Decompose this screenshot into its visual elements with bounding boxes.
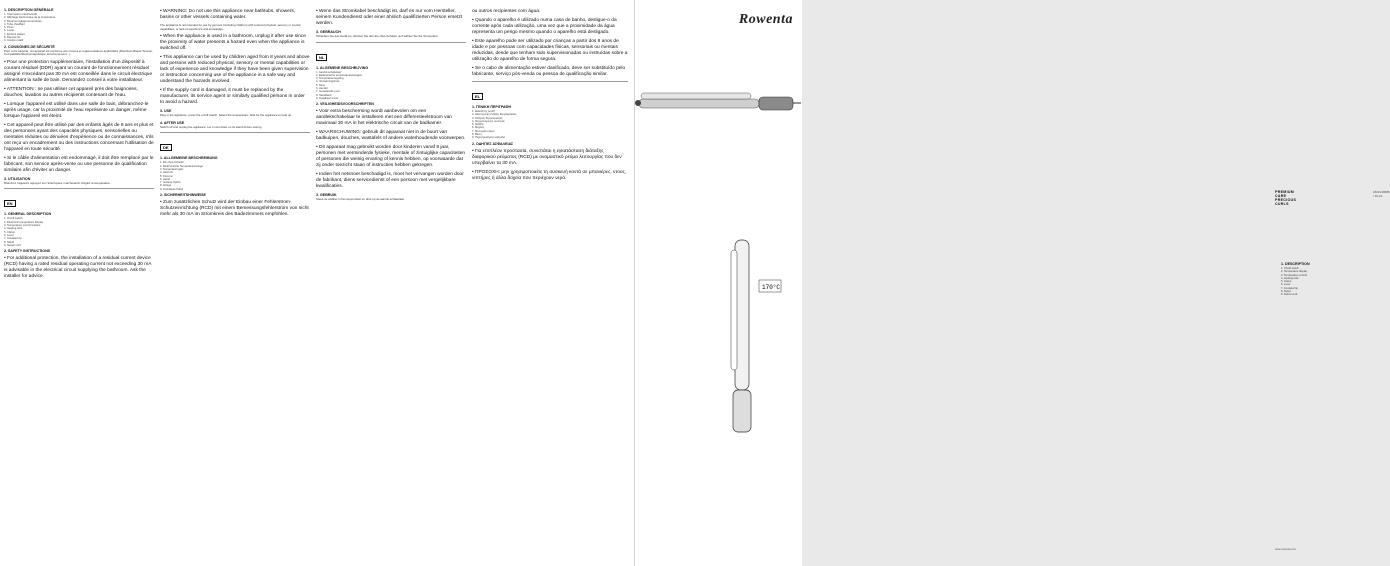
list-item: 3. Temperaturregler [160,167,184,171]
section-title: 1. DESCRIPTION GÉNÉRALE [4,8,54,12]
section-title: 3. GEBRUIK [316,193,337,198]
warning-paragraph: • If the supply cord is damaged, it must be replaced by the manufacturer, its service agent or similarly qualified persons in order to avoid a hazard. [160,88,305,106]
list-item: 7. Insulated tip [4,237,22,241]
column-french-english [4,6,154,562]
product-title: PREMIUM CARE PRECIOUS CURLS [1275,190,1297,206]
warning-paragraph: • Voor extra bescherming wordt aanbevolen om een aardlekschakelaar te installeren met een differentieelstroom van maximaal 30 mA in het elektrische circuit van de badkamer. [316,109,452,127]
warning-paragraph: • Si le câble d'alimentation est endommagé, il doit être remplacé par le fabricant, son service après-vente ou une personne de qualification similaire afin d'éviter un danger. [4,155,154,173]
list-item: 1. Aan/uit-schakelaar [316,70,342,74]
list-item: 5. Clamp [4,230,15,234]
list-item: 2. Elektronische Temperaturanzeige [160,164,203,168]
list-item: 2. Affichage électronique de la température [4,16,56,20]
divider [160,132,310,133]
language-badge: EN [4,200,16,207]
description-list [4,217,154,247]
language-badge: DE [160,144,172,151]
list-item: 3. Ρύθμιση θερμοκρασίας [472,116,503,120]
section-title: 2. SAFETY INSTRUCTIONS [4,249,51,254]
section-title: 3. USE [160,109,172,114]
list-item: 6. Hebel [160,177,171,181]
body-paragraph: Switch off and unplug the appliance. Let it cool down on its stand before storing. [160,124,263,129]
section-title: 2. CONSIGNES DE SÉCURITÉ [4,44,55,49]
body-paragraph: Pour votre sécurité, cet appareil est conforme aux normes et réglementations applicables (Directives Basse Tension, Compatibilité Électromagnétique, Environnement...). [4,48,153,57]
section-title: 1. ALGEMENE BESCHRIJVING [316,65,369,70]
section-title: 1. ΓΕΝΙΚΗ ΠΕΡΙΓΡΑΦΗ [472,105,512,109]
section-title: 2. ΟΔΗΓΙΕΣ ΑΣΦΑΛΕΙΑΣ [472,141,514,146]
warning-paragraph: • Wenn das Stromkabel beschädigt ist, darf es nur vom Hersteller, seinem Kundendienst oder einer ähnlich qualifizierten Person ersetzt werden. [316,9,463,26]
column-portuguese-greek [472,6,628,562]
legend-item: 2. Temperature display [1281,270,1308,274]
diagram-clamp [731,250,737,370]
diagram-handle [733,390,751,432]
legend-item: 8. Stand [1281,290,1291,294]
description-list [4,13,154,43]
warning-paragraph: • Cet appareil peut être utilisé par des enfants âgés de 8 ans et plus et des personnes ayant des capacités physiques, sensorielles ou mentales réduites ou dénuées d'expérience ou de connaissances, s'ils ont reçu un encadrement ou des instructions concernant l'utilisation de l'appareil en toute sécurité. [4,122,154,152]
legend-item: 9. Swivel cord [1281,293,1298,297]
list-item: 2. Elektronische temperatuurweergave [316,73,363,77]
warning-paragraph: • Se o cabo de alimentação estiver danificado, deve ser substituído pelo fabricante, serviço pós-venda ou pessoa de qualificação similar. [472,66,626,77]
cover-panel [634,0,1390,566]
list-item: 8. Βάση [472,133,482,137]
section-title: 3. GEBRAUCH [316,30,341,34]
list-item: 5. Λαβίδα [472,123,484,127]
warning-paragraph: • Dit apparaat mag gebruikt worden door kinderen vanaf 8 jaar, personen met verminderde fysieke, mentale of zintuiglijke capaciteiten of personen die weinig ervaring of kennis hebben, op voorwaarde dat zij onder toezicht staan of instructies hebben gekregen. [316,145,466,169]
list-item: 1. Διακόπτης on/off [472,110,495,113]
list-item: 6. Lever [4,233,14,237]
warning-paragraph: • Indien het netsnoer beschadigd is, moet het vervangen worden door de fabrikant, diens servicedienst of een persoon met vergelijkbare kwalificaties. [316,172,464,190]
body-paragraph: Plug in the appliance, press the on/off switch. Select the temperature. Wait for the appliance to heat up. [160,113,292,118]
divider [472,81,628,82]
list-item: 7. Embout isolant [4,32,25,36]
warning-paragraph: • ATTENTION : ne pas utiliser cet appareil près des baignoires, douches, lavabos ou autres récipients contenant de l'eau. [4,86,138,98]
list-item: 3. Boutons réglage température [4,19,42,23]
list-item: 3. Temperatuurregeling [316,77,344,81]
clamp [641,93,751,99]
list-item: 4. Θερμαινόμενος σωλήνας [472,119,505,123]
column-english-german [160,6,310,562]
list-item: 5. Klem [316,83,326,87]
section-title: 2. VEILIGHEIDSVOORSCHRIFTEN [316,102,374,107]
legend-title: 1. DESCRIPTION [1281,262,1310,266]
description-list [316,71,466,101]
warning-paragraph: • Για επιπλέον προστασία, συνιστάται η εγκατάσταση διάταξης διαφορικού ρεύματος (RCD) με ονομαστικό ρεύμα λειτουργίας που δεν υπερβαίνει τα 30 mA. [472,148,622,166]
list-item: 5. Klemme [160,174,173,178]
list-item: 6. Hendel [316,87,328,91]
list-item: 7. Isolierte Spitze [160,181,181,185]
warning-paragraph: • Pour une protection supplémentaire, l'installation d'un dispositif à courant résiduel (DDR) ayant un courant de fonctionnement résiduel assigné n'excédant pas 30 mA est conseillée dans le circuit électrique alimentant la salle de bain. Demandez conseil à votre installateur. [4,59,153,83]
list-item: 4. Heating tube [4,227,23,231]
list-item: 6. Μοχλός [472,126,485,130]
list-item: 9. Draaibaar snoer [316,96,339,100]
language-badge: EL [472,93,483,100]
body-paragraph: Branchez l'appareil, appuyez sur l'interrupteur marche/arrêt. Réglez la température. [4,180,111,185]
language-badge: NL [316,54,327,61]
list-item: 9. Drehbares Kabel [160,187,184,191]
curling-iron-illustration [635,55,803,165]
list-item: 2. Electronic temperature display [4,220,44,224]
list-item: 1. On/off switch [4,217,23,221]
legend-item: 4. Heating tube [1281,276,1299,280]
list-item: 8. Ablage [160,184,172,188]
section-title: 4. AFTER USE [160,120,185,125]
product-code: 1800138888 / 30-22 [1373,190,1390,198]
list-item: 9. Cordon rotatif [4,39,24,43]
legend-item: 6. Lever [1281,283,1291,287]
description-list [160,161,310,191]
handle [759,97,793,110]
list-item: 3. Temperature control buttons [4,224,41,228]
warning-paragraph: • When the appliance is used in a bathroom, unplug it after use since the proximity of water presents a hazard even when the appliance is switched off. [160,34,306,52]
divider [4,188,154,189]
list-item: 7. Μονωμένο άκρο [472,129,495,133]
section-title: 1. GENERAL DESCRIPTION [4,212,52,217]
heating-tube [639,99,759,108]
list-item: 1. Interrupteur marche/arrêt [4,13,37,16]
legend-item: 3. Temperature control [1281,273,1307,277]
list-item: 6. Levier [4,29,15,33]
website-footer: www.rowenta.com [1275,548,1297,551]
legend-item: 1. On/off switch [1281,267,1299,270]
column-german-dutch [316,6,466,562]
insulated-tip [635,100,641,106]
list-item: 4. Tube chauffant [4,22,25,26]
divider [316,42,466,43]
warning-paragraph: ou outros recipientes com água. [472,9,541,14]
section-title: 1. ALLGEMEINE BESCHREIBUNG [160,156,218,161]
warning-paragraph: • Quando o aparelho é utilizado numa casa de banho, desligue-o da corrente após cada utilização, uma vez que a proximidade da água representa um perigo mesmo quando o aparelho está desligado. [472,18,617,35]
list-item: 8. Repose-fer [4,36,21,40]
brand-logo: Rowenta [738,12,793,27]
body-paragraph: Schließen Sie das Gerät an, drücken Sie den Ein-/Aus-Schalter und wählen Sie die Temperatur. [316,34,439,38]
warning-paragraph: • Lorsque l'appareil est utilisé dans une salle de bain, débranchez-le après usage, car la proximité de l'eau représente un danger, même lorsque l'appareil est éteint. [4,101,149,119]
list-item: 9. Swivel cord [4,243,21,247]
warning-paragraph: • WAARSCHUWING: gebruik dit apparaat niet in de buurt van badkuipen, douches, wastafels of andere waterhoudende voorwerpen. [316,130,466,142]
list-item: 7. Geïsoleerde punt [316,90,340,94]
body-paragraph: The appliance is not intended for use by persons (including children) with reduced physical, sensory or mental capabilities, or lack of experience and knowledge. [160,23,301,31]
list-item: 4. Verwarmingsbuis [316,80,340,84]
warning-paragraph: • This appliance can be used by children aged from 8 years and above and persons with reduced physical, sensory or mental capabilities or lack of experience and knowledge if they have been given supervision or instruction concerning use of the appliance in a safe way and understand the hazards involved. [160,55,310,85]
warning-paragraph: • Este aparelho pode ser utilizado por crianças a partir dos 8 anos de idade e por pessoas com capacidades físicas, sensoriais ou mentais reduzidas, desde que tenham sido supervisionadas ou instruídas sobre a utilização do aparelho de forma segura. [472,39,628,62]
legend-item: 7. Insulated tip [1281,286,1298,290]
warning-paragraph: • Zum zusätzlichen Schutz wird der Einbau einer Fehlerstrom-Schutzeinrichtung (RCD) mit einem Bemessungsfehlerstrom von nicht mehr als 30 mA im Stromkreis des Badezimmers empfohlen. [160,200,309,218]
list-item: 5. Pince [4,26,14,30]
legend-item: 5. Clamp [1281,280,1292,284]
parts-legend [1281,260,1331,297]
parts-diagram [635,230,803,450]
warning-paragraph: • WARNING: Do not use this appliance near bathtubs, showers, basins or other vessels containing water. [160,9,296,20]
warning-paragraph: • For additional protection, the installation of a residual current device (RCD) having a rated residual operating current not exceeding 30 mA is advisable in the electrical circuit supplying the bathroom. Ask the installer for advice. [4,256,152,280]
section-title: 2. SICHERHEITSHINWEISE [160,193,206,198]
list-item: 8. Stand [4,240,15,244]
list-item: 4. Heizrohr [160,171,174,175]
body-paragraph: Steek de stekker in het stopcontact en druk op de aan/uit-schakelaar. [316,197,405,202]
section-title: 3. UTILISATION [4,176,31,181]
display-readout: 170°C [762,284,781,291]
list-item: 9. Περιστρεφόμενο καλώδιο [472,136,506,140]
list-item: 1. Ein-/Aus-Schalter [160,161,184,165]
list-item: 2. Ηλεκτρονική ένδειξη θερμοκρασίας [472,113,517,117]
list-item: 8. Standaard [316,93,332,97]
description-list [472,110,628,140]
warning-paragraph: • ΠΡΟΣΟΧΗ: μην χρησιμοποιείτε τη συσκευή κοντά σε μπανιέρες, ντους, νιπτήρες ή άλλα δοχεία που περιέχουν νερό. [472,169,627,181]
